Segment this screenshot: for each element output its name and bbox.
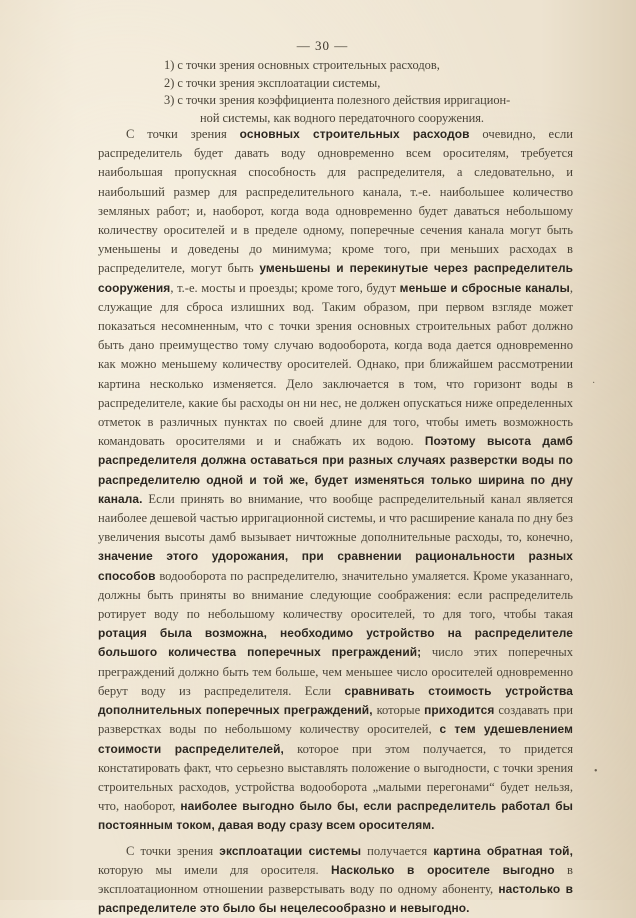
- scan-speck: •: [594, 766, 598, 777]
- emphasized-text: с тем удешевлением стоимости распределителей,: [98, 722, 573, 756]
- text-run: которое при этом получается, то придется констатировать факт, что серьезно выставлять положение о выгодности, с точки зрения строительных расходов, устройства водооборота „малыми перегонами“ будет нельзя, что, наоборот,: [98, 741, 573, 814]
- text-run: Если принять во внимание, что вообще распределительный канал является наиболее дешевой частью ирригационной системы, и что расширение канала по дну без увеличения высоты дамб вызывает ничтожные дополнительные расходы, то, конечно,: [98, 491, 573, 545]
- emphasized-text: сравнивать стоимость устройства дополнительных поперечных преграждений,: [98, 683, 573, 718]
- emphasized-text: приходится: [424, 703, 495, 718]
- text-run: получается: [361, 843, 434, 858]
- body-text: [98, 125, 573, 918]
- text-run: , служащие для сброса излишних вод. Таким образом, при первом взгляде может показаться несомненным, что с точки зрения основных строительных работ должно быть дано преимущество тому случаю водооборота, когда вода дается одновременно как можно меньшему количеству оросителей. Однако, при ближайшем рассмотрении картина несколько изменяется. Дело заключается в том, что горизонт воды в распределителе, какие бы расходы он ни нес, не должен опускаться ниже определенных отметок в различных пунктах по своей длине для того, чтобы иметь возможность командовать оросителями и и снабжать их водою.: [98, 280, 573, 449]
- emphasized-text: основных строительных расходов: [239, 127, 470, 141]
- text-run: водооборота по распределителю, значительно умаляется. Кроме указаннаго, должны быть приняты во внимание следующие соображения: если распределитель ротирует воду по небольшому количеству оросителей, то для того, чтобы такая: [98, 568, 573, 622]
- text-run: С точки зрения: [126, 127, 240, 141]
- text-run: которую мы имели для оросителя.: [98, 862, 332, 877]
- emphasized-text: ротация была возможна, необходимо устройство на распределителе большого количества поперечных преграждений;: [98, 626, 573, 660]
- emphasized-text: наиболее выгодно было бы, если распределитель работал бы постоянным током, давая воду сразу всем оросителям.: [98, 799, 573, 833]
- emphasized-text: Насколько в оросителе выгодно: [331, 862, 555, 877]
- text-run: , т.-е. мосты и проезды; кроме того, будут: [170, 280, 400, 295]
- scan-speck: ·: [592, 378, 596, 389]
- emphasized-text: значение этого удорожания, при сравнении рациональности разных способов: [98, 549, 573, 583]
- criteria-list: [164, 57, 572, 127]
- emphasized-text: меньше и сбросные каналы: [399, 280, 570, 295]
- text-run: очевидно, если распределитель будет давать воду одновременно всем оросителям, требуется наибольшая пропускная способность для распределителя, а следовательно, и наибольший размер для распределительного канала, т.-е. наибольшее количество земляных работ; и, наоборот, когда вода одновременно будет даваться небольшому количеству оросителей и в пределе одному, поперечные сечения канала могут быть уменьшены и доведены до минимума; кроме того, при меньших расходах в распределителе, могут быть: [98, 127, 573, 276]
- text-run: создавать при разверстках воды по небольшому количеству оросителей,: [98, 703, 573, 737]
- paragraph: [98, 842, 573, 918]
- list-item: 2) с точки зрения эксплоатации системы,: [164, 75, 381, 90]
- list-item: 1) с точки зрения основных строительных расходов,: [164, 58, 440, 72]
- emphasized-text: эксплоатации системы: [219, 843, 362, 858]
- text-run: С точки зрения: [126, 843, 220, 858]
- emphasized-text: Поэтому высота дамб распределителя должна оставаться при разных случаях разверстки воды по распределителю одной и той же, будет изменяться только ширина по дну канала.: [98, 434, 573, 506]
- emphasized-text: уменьшены и перекинутые через распределитель сооружения: [98, 261, 574, 295]
- list-item: 3) с точки зрения коэффициента полезного действия ирригацион-: [164, 93, 511, 108]
- page-number: — 30 —: [296, 38, 349, 53]
- emphasized-text: настолько в распределителе это было бы нецелесообразно и невыгодно.: [98, 881, 573, 916]
- list-item-continuation: ной системы, как водного передаточного сооружения.: [200, 110, 485, 125]
- emphasized-text: картина обратная той,: [433, 843, 573, 858]
- text-run: в эксплоатационном отношении разверстывать воду по одному абоненту,: [98, 862, 573, 896]
- text-run: число этих поперечных преграждений должно быть тем больше, чем меньшее число оросителей одновременно берут воду из распределителя. Если: [98, 645, 573, 698]
- text-run: которые: [372, 703, 425, 718]
- paragraph: [98, 125, 573, 836]
